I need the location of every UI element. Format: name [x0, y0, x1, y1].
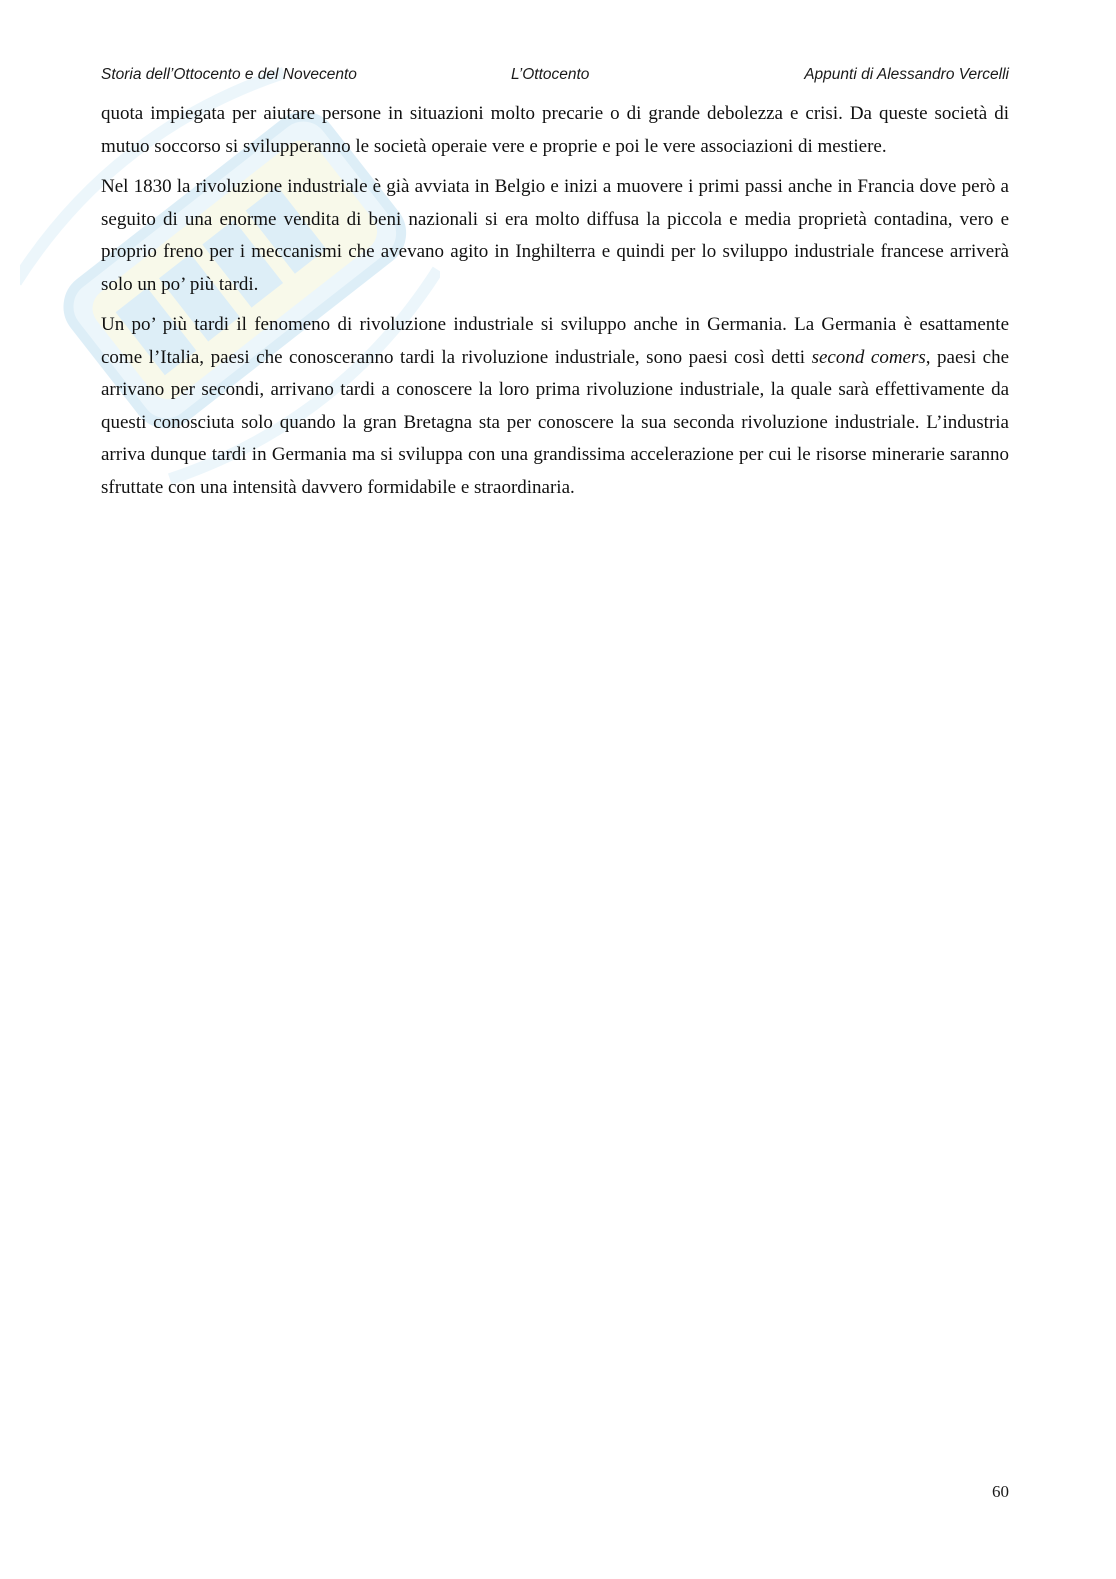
paragraph-1: quota impiegata per aiutare persone in situazioni molto precarie o di grande debolezza e crisi. Da queste società di mutuo soccorso si svilupperanno le società operaie vere e proprie e poi le vere associazioni di mestiere. [101, 103, 1009, 157]
paragraph-3-text-b: , paesi che arrivano per secondi, arrivano tardi a conoscere la loro prima rivoluzione industriale, la quale sarà effettivamente da questi conosciuta solo quando la gran Bretagna sta per conoscere la sua seconda rivoluzione industriale. L’industria arriva dunque tardi in Germania ma si sviluppa con una grandissima accelerazione per cui le risorse minerarie saranno sfruttate con una intensità davvero formidabile e straordinaria. [101, 346, 1009, 498]
paragraph-2: Nel 1830 la rivoluzione industriale è già avviata in Belgio e inizi a muovere i primi passi anche in Francia dove però a seguito di una enorme vendita di beni nazionali si era molto diffusa la piccola e media proprietà contadina, vero e proprio freno per i meccanismi che avevano agito in Inghilterra e quindi per lo sviluppo industriale francese arriverà solo un po’ più tardi. [101, 176, 1009, 295]
paragraph-3-text-a: Un po’ più tardi il fenomeno di rivoluzione industriale si sviluppo anche in Germania. La Germania è esattamente come l’Italia, paesi che conosceranno tardi la rivoluzione industriale, sono paesi così detti [101, 314, 1009, 368]
header-course-title: Storia dell’Ottocento e del Novecento [101, 66, 357, 83]
paragraph-3 [101, 309, 1009, 504]
page-header [101, 66, 1009, 88]
header-author: Appunti di Alessandro Vercelli [804, 66, 1009, 83]
body-text [101, 98, 1009, 512]
header-chapter-title: L’Ottocento [511, 66, 590, 83]
page-number: 60 [992, 1482, 1009, 1501]
paragraph-3-italic-term: second comers [811, 346, 926, 368]
